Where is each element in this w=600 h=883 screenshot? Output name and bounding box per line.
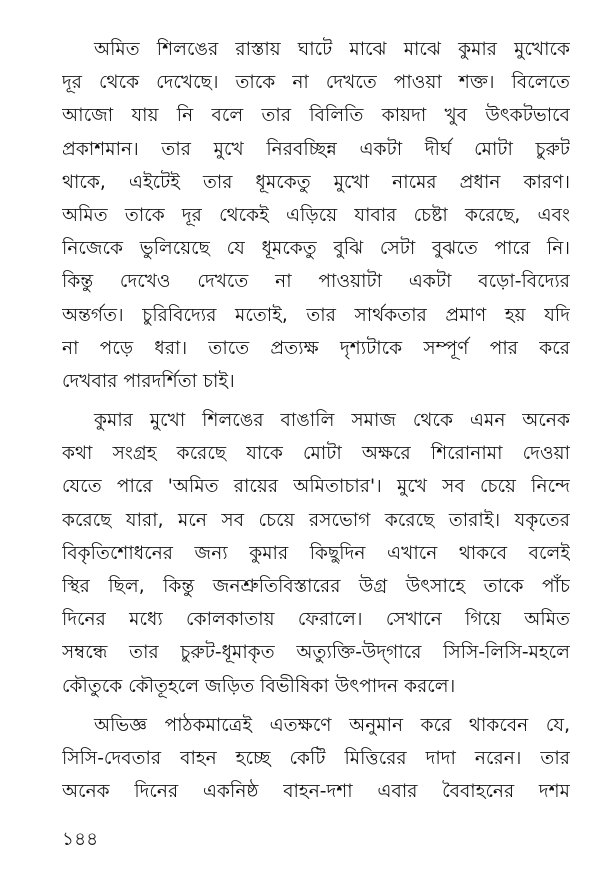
text-line: প্রকাশমান। তার মুখে নিরবচ্ছিন্ন একটা দীর্ঘ মোটা চুরুট <box>62 138 570 160</box>
text-line: সিসি-দেবতার বাহন হচ্ছে কেটি মিত্তিরের দাদা নরেন। তার <box>62 747 570 769</box>
text-line: সম্বন্ধে তার চুরুট-ধূমাকৃত অত্যুক্তি-উদ্‌গারে সিসি-লিসি-মহলে <box>62 642 570 664</box>
text-line: কিন্তু দেখেও দেখতে না পাওয়াটা একটা বড়ো-বিদ্যের <box>62 271 570 293</box>
paragraph-1 <box>62 33 570 398</box>
page-number: ১৪৪ <box>62 829 99 850</box>
text-line: দেখবার পারদর্শিতা চাই। <box>62 370 235 392</box>
text-line: দূর থেকে দেখেছে। তাকে না দেখতে পাওয়া শক্ত। বিলেতে <box>62 72 570 94</box>
text-line: আজো যায় নি বলে তার বিলিতি কায়দা খুব উৎকটভাবে <box>62 105 570 127</box>
text-line: কুমার মুখো শিলঙের বাঙালি সমাজ থেকে এমন অনেক <box>94 410 570 432</box>
text-line: অভিজ্ঞ পাঠকমাত্রেই এতক্ষণে অনুমান করে থাকবেন যে, <box>94 714 570 736</box>
text-line: কথা সংগ্রহ করেছে যাকে মোটা অক্ষরে শিরোনামা দেওয়া <box>62 443 570 465</box>
paragraph-2 <box>62 404 570 703</box>
body-text <box>62 33 570 808</box>
text-line: বিকৃতিশোধনের জন্য কুমার কিছুদিন এখানে থাকবে বলেই <box>62 542 570 564</box>
text-line: অনেক দিনের একনিষ্ঠ বাহন-দশা এবার বৈবাহনের দশম <box>62 781 570 803</box>
text-line: করেছে যারা, মনে সব চেয়ে রসভোগ করেছে তারাই। যকৃতের <box>62 509 570 531</box>
text-line: অন্তর্গত। চুরিবিদ্যের মতোই, তার সার্থকতার প্রমাণ হয় যদি <box>62 304 570 326</box>
text-line: কৌতুকে কৌতূহলে জড়িত বিভীষিকা উৎপাদন করলে। <box>62 675 456 697</box>
text-line: দিনের মধ্যে কোলকাতায় ফেরালে। সেখানে গিয়ে অমিত <box>62 609 570 631</box>
paragraph-3 <box>62 709 570 809</box>
text-line: অমিত শিলঙের রাস্তায় ঘাটে মাঝে মাঝে কুমার মুখোকে <box>94 39 570 60</box>
text-line: যেতে পারে 'অমিত রায়ের অমিতাচার'। মুখে সব চেয়ে নিন্দে <box>62 476 570 498</box>
text-line: নিজেকে ভুলিয়েছে যে ধূমকেতু বুঝি সেটা বুঝতে পারে নি। <box>62 238 570 260</box>
text-line: অমিত তাকে দূর থেকেই এড়িয়ে যাবার চেষ্টা করেছে, এবং <box>62 204 570 226</box>
text-line: থাকে, এইটেই তার ধূমকেতু মুখো নামের প্রধান কারণ। <box>62 171 570 193</box>
text-line: স্থির ছিল, কিন্তু জনশ্রুতিবিস্তারের উগ্র উৎসাহে তাকে পাঁচ <box>62 576 570 597</box>
text-line: না পড়ে ধরা। তাতে প্রত্যক্ষ দৃশ্যটাকে সম্পূর্ণ পার করে <box>62 337 570 359</box>
